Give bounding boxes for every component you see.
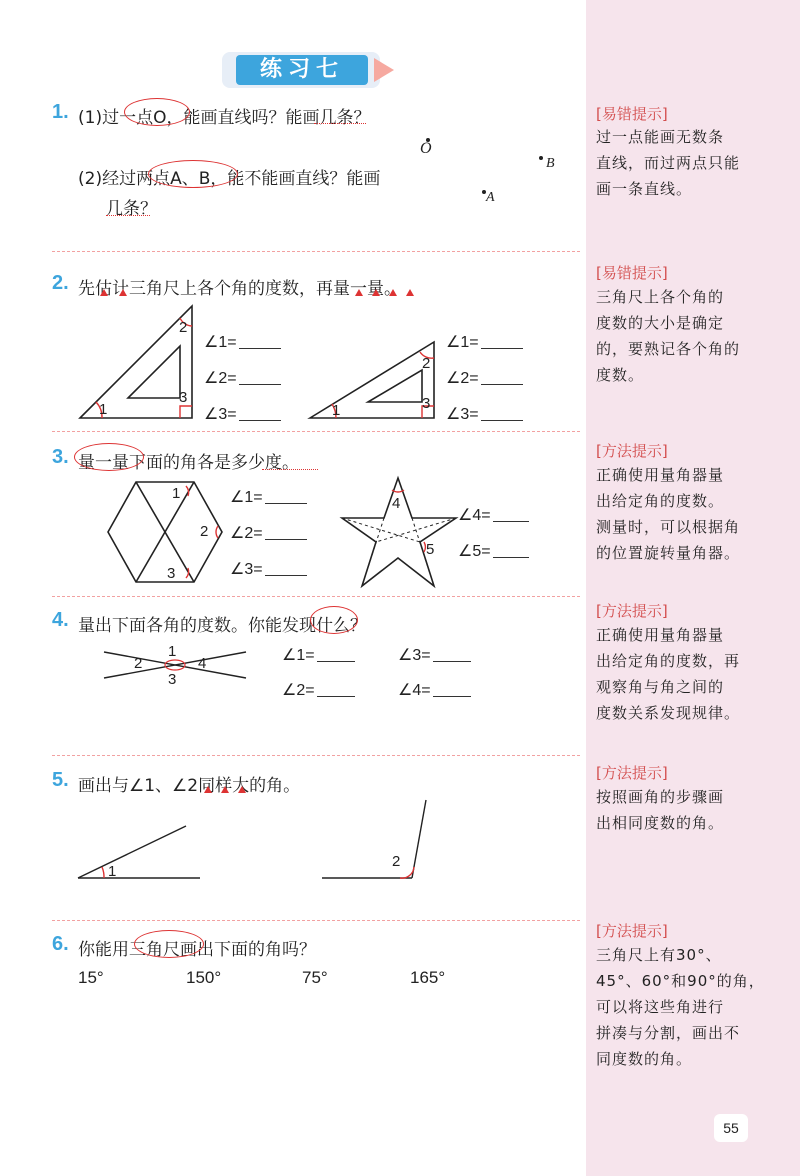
label-1-wrapper bbox=[170, 482, 200, 502]
label-4-wrapper bbox=[390, 492, 420, 512]
question-2-number: 2. bbox=[52, 272, 69, 294]
answer-blank[interactable] bbox=[493, 544, 529, 558]
answer-label: ∠3= bbox=[204, 406, 237, 423]
label-3-wrapper bbox=[165, 562, 195, 582]
angle-label-4: 4 bbox=[392, 495, 401, 512]
exercise-title-banner bbox=[222, 52, 398, 88]
tip-line: 正确使用量角器量 bbox=[596, 626, 725, 644]
question-1-part2a: (2)经过两点A、B，能不能画直线？能画 bbox=[78, 169, 381, 189]
tip-line: 出相同度数的角。 bbox=[596, 814, 725, 832]
answer-label: ∠5= bbox=[458, 543, 491, 560]
answer-label: ∠2= bbox=[446, 370, 479, 387]
tip-line: 的，要熟记各个角的 bbox=[596, 340, 741, 358]
answer-blank[interactable] bbox=[433, 648, 471, 662]
answer-angle-1 bbox=[446, 332, 523, 352]
answer-angle-4 bbox=[398, 680, 471, 700]
label-2-wrapper bbox=[198, 520, 228, 540]
answer-label: ∠4= bbox=[398, 682, 431, 699]
answer-label: ∠1= bbox=[446, 334, 479, 351]
angle-label-2: 2 bbox=[200, 523, 209, 540]
highlight-circle bbox=[134, 930, 204, 958]
answer-angle-2 bbox=[446, 368, 523, 388]
label-1-wrapper bbox=[330, 399, 360, 419]
answer-angle-5 bbox=[458, 541, 529, 561]
tip-6-body bbox=[596, 942, 765, 1072]
emphasis-mark bbox=[119, 289, 127, 296]
angle-item: 165° bbox=[410, 968, 446, 987]
angle-label-1: 1 bbox=[99, 401, 108, 418]
angle-label-3: 3 bbox=[167, 565, 176, 582]
tip-2-title: [易错提示] bbox=[596, 264, 668, 282]
tip-line: 度数。 bbox=[596, 366, 645, 384]
emphasis-mark bbox=[355, 289, 363, 296]
tip-line: 出给定角的度数。 bbox=[596, 492, 725, 510]
label-5-wrapper bbox=[424, 538, 454, 558]
answer-blank[interactable] bbox=[239, 407, 281, 421]
angle-item: 150° bbox=[186, 968, 222, 987]
answer-blank[interactable] bbox=[433, 683, 471, 697]
angle-item: 15° bbox=[78, 968, 104, 987]
tip-line: 三角尺上各个角的 bbox=[596, 288, 725, 306]
answer-angle-3 bbox=[446, 404, 523, 424]
tip-line: 正确使用量角器量 bbox=[596, 466, 725, 484]
label-1-wrapper bbox=[166, 640, 196, 660]
tip-line: 观察角与角之间的 bbox=[596, 678, 725, 696]
angle-label-1: 1 bbox=[332, 402, 341, 419]
answer-angle-3 bbox=[398, 645, 471, 665]
tip-line: 直线，而过两点只能 bbox=[596, 154, 741, 172]
label-1-wrapper bbox=[106, 860, 136, 880]
answer-label: ∠4= bbox=[458, 507, 491, 524]
angle-label-1: 1 bbox=[108, 863, 117, 880]
highlight-circle bbox=[74, 443, 144, 471]
angle-label-2: 2 bbox=[134, 655, 143, 672]
answer-angle-1 bbox=[230, 487, 307, 507]
answer-angle-3 bbox=[230, 559, 307, 579]
tip-line: 出给定角的度数，再 bbox=[596, 652, 741, 670]
tip-3-title: [方法提示] bbox=[596, 442, 668, 460]
answer-blank[interactable] bbox=[481, 371, 523, 385]
tip-3-body bbox=[596, 462, 760, 566]
answer-blank[interactable] bbox=[265, 526, 307, 540]
answer-blank[interactable] bbox=[493, 508, 529, 522]
angle-label-4: 4 bbox=[198, 655, 207, 672]
question-6-text: 你能用三角尺画出下面的角吗？ bbox=[78, 940, 316, 960]
angle-2-figure bbox=[320, 796, 440, 886]
question-1-part1: (1)过一点O，能画直线吗？能画几条？ bbox=[78, 108, 371, 128]
angle-label-1: 1 bbox=[172, 485, 181, 502]
tip-4-title: [方法提示] bbox=[596, 602, 668, 620]
question-4-number: 4. bbox=[52, 609, 69, 631]
wavy-underline bbox=[262, 466, 318, 470]
page-number: 55 bbox=[714, 1114, 748, 1142]
question-5-text: 画出与∠1、∠2同样大的角。 bbox=[78, 776, 301, 796]
answer-label: ∠1= bbox=[204, 334, 237, 351]
emphasis-mark bbox=[238, 786, 246, 793]
emphasis-mark bbox=[389, 289, 397, 296]
tip-1-body bbox=[596, 124, 760, 202]
tip-line: 可以将这些角进行 bbox=[596, 998, 725, 1016]
angle-label-3: 3 bbox=[179, 389, 188, 406]
label-1-wrapper bbox=[97, 398, 127, 418]
answer-angle-4 bbox=[458, 505, 529, 525]
answer-label: ∠2= bbox=[230, 525, 263, 542]
answer-label: ∠1= bbox=[230, 489, 263, 506]
answer-label: ∠2= bbox=[282, 682, 315, 699]
label-3-wrapper bbox=[166, 668, 196, 688]
angle-1-figure bbox=[76, 824, 206, 884]
exercise-title: 练习七 bbox=[236, 55, 368, 85]
question-3-number: 3. bbox=[52, 446, 69, 468]
label-2-wrapper bbox=[132, 652, 162, 672]
answer-label: ∠3= bbox=[230, 561, 263, 578]
highlight-circle bbox=[124, 98, 190, 126]
angle-label-1: 1 bbox=[168, 643, 177, 660]
emphasis-mark bbox=[204, 786, 212, 793]
tip-line: 45°、60°和90°的角， bbox=[596, 972, 765, 990]
wavy-underline bbox=[314, 120, 366, 124]
answer-angle-3 bbox=[204, 404, 281, 424]
tip-line: 拼凑与分割，画出不 bbox=[596, 1024, 741, 1042]
label-3-wrapper bbox=[177, 386, 207, 406]
answer-blank[interactable] bbox=[239, 335, 281, 349]
tip-line: 画一条直线。 bbox=[596, 180, 693, 198]
section-divider bbox=[52, 920, 580, 921]
point-o-label: O bbox=[420, 140, 432, 157]
tip-line: 同度数的角。 bbox=[596, 1050, 693, 1068]
tip-2-body bbox=[596, 284, 760, 388]
answer-angle-2 bbox=[282, 680, 355, 700]
angle-label-2: 2 bbox=[422, 355, 431, 372]
question-1-number: 1. bbox=[52, 101, 69, 123]
highlight-circle bbox=[310, 606, 358, 634]
answer-blank[interactable] bbox=[317, 683, 355, 697]
tip-line: 的位置旋转量角器。 bbox=[596, 544, 741, 562]
question-5-number: 5. bbox=[52, 769, 69, 791]
tip-5-body bbox=[596, 784, 760, 836]
question-2-text: 先估计三角尺上各个角的度数，再量一量。 bbox=[78, 279, 401, 299]
emphasis-mark bbox=[221, 786, 229, 793]
label-2-wrapper bbox=[390, 850, 420, 870]
question-3-text: 量一量下面的角各是多少度。 bbox=[78, 453, 299, 473]
tip-line: 三角尺上有30°、 bbox=[596, 946, 722, 964]
emphasis-mark bbox=[406, 289, 414, 296]
question-6-number: 6. bbox=[52, 933, 69, 955]
section-divider bbox=[52, 431, 580, 432]
answer-blank[interactable] bbox=[265, 562, 307, 576]
tip-5-title: [方法提示] bbox=[596, 764, 668, 782]
answer-angle-1 bbox=[282, 645, 355, 665]
emphasis-mark bbox=[372, 289, 380, 296]
question-1-part2b: 几条？ bbox=[106, 199, 157, 219]
section-divider bbox=[52, 251, 580, 252]
wavy-underline bbox=[106, 212, 150, 216]
section-divider bbox=[52, 755, 580, 756]
answer-angle-2 bbox=[230, 523, 307, 543]
label-2-wrapper bbox=[177, 316, 207, 336]
angle-item: 75° bbox=[302, 968, 328, 987]
answer-blank[interactable] bbox=[481, 335, 523, 349]
answer-label: ∠3= bbox=[398, 647, 431, 664]
tip-line: 度数关系发现规律。 bbox=[596, 704, 741, 722]
label-4-wrapper bbox=[196, 652, 226, 672]
tip-line: 按照画角的步骤画 bbox=[596, 788, 725, 806]
angle-label-3: 3 bbox=[168, 671, 177, 688]
tip-4-body bbox=[596, 622, 760, 726]
tip-line: 过一点能画无数条 bbox=[596, 128, 725, 146]
angle-label-2: 2 bbox=[392, 853, 401, 870]
tip-1-title: [易错提示] bbox=[596, 105, 668, 123]
tip-6-title: [方法提示] bbox=[596, 922, 668, 940]
section-divider bbox=[52, 596, 580, 597]
question-4-text: 量出下面各角的度数。你能发现什么？ bbox=[78, 616, 367, 636]
answer-blank[interactable] bbox=[265, 490, 307, 504]
point-b-label: B bbox=[546, 156, 555, 171]
highlight-circle bbox=[148, 160, 238, 188]
angle-label-2: 2 bbox=[179, 319, 188, 336]
point-a-label: A bbox=[486, 190, 495, 205]
emphasis-mark bbox=[100, 289, 108, 296]
angle-label-3: 3 bbox=[422, 395, 431, 412]
tip-line: 度数的大小是确定 bbox=[596, 314, 725, 332]
tip-line: 测量时，可以根据角 bbox=[596, 518, 741, 536]
answer-label: ∠2= bbox=[204, 370, 237, 387]
angle-label-5: 5 bbox=[426, 541, 435, 558]
title-arrow-icon bbox=[374, 58, 394, 82]
answer-blank[interactable] bbox=[317, 648, 355, 662]
answer-angle-1 bbox=[204, 332, 281, 352]
answer-blank[interactable] bbox=[239, 371, 281, 385]
answer-label: ∠1= bbox=[282, 647, 315, 664]
answer-blank[interactable] bbox=[481, 407, 523, 421]
answer-angle-2 bbox=[204, 368, 281, 388]
answer-label: ∠3= bbox=[446, 406, 479, 423]
